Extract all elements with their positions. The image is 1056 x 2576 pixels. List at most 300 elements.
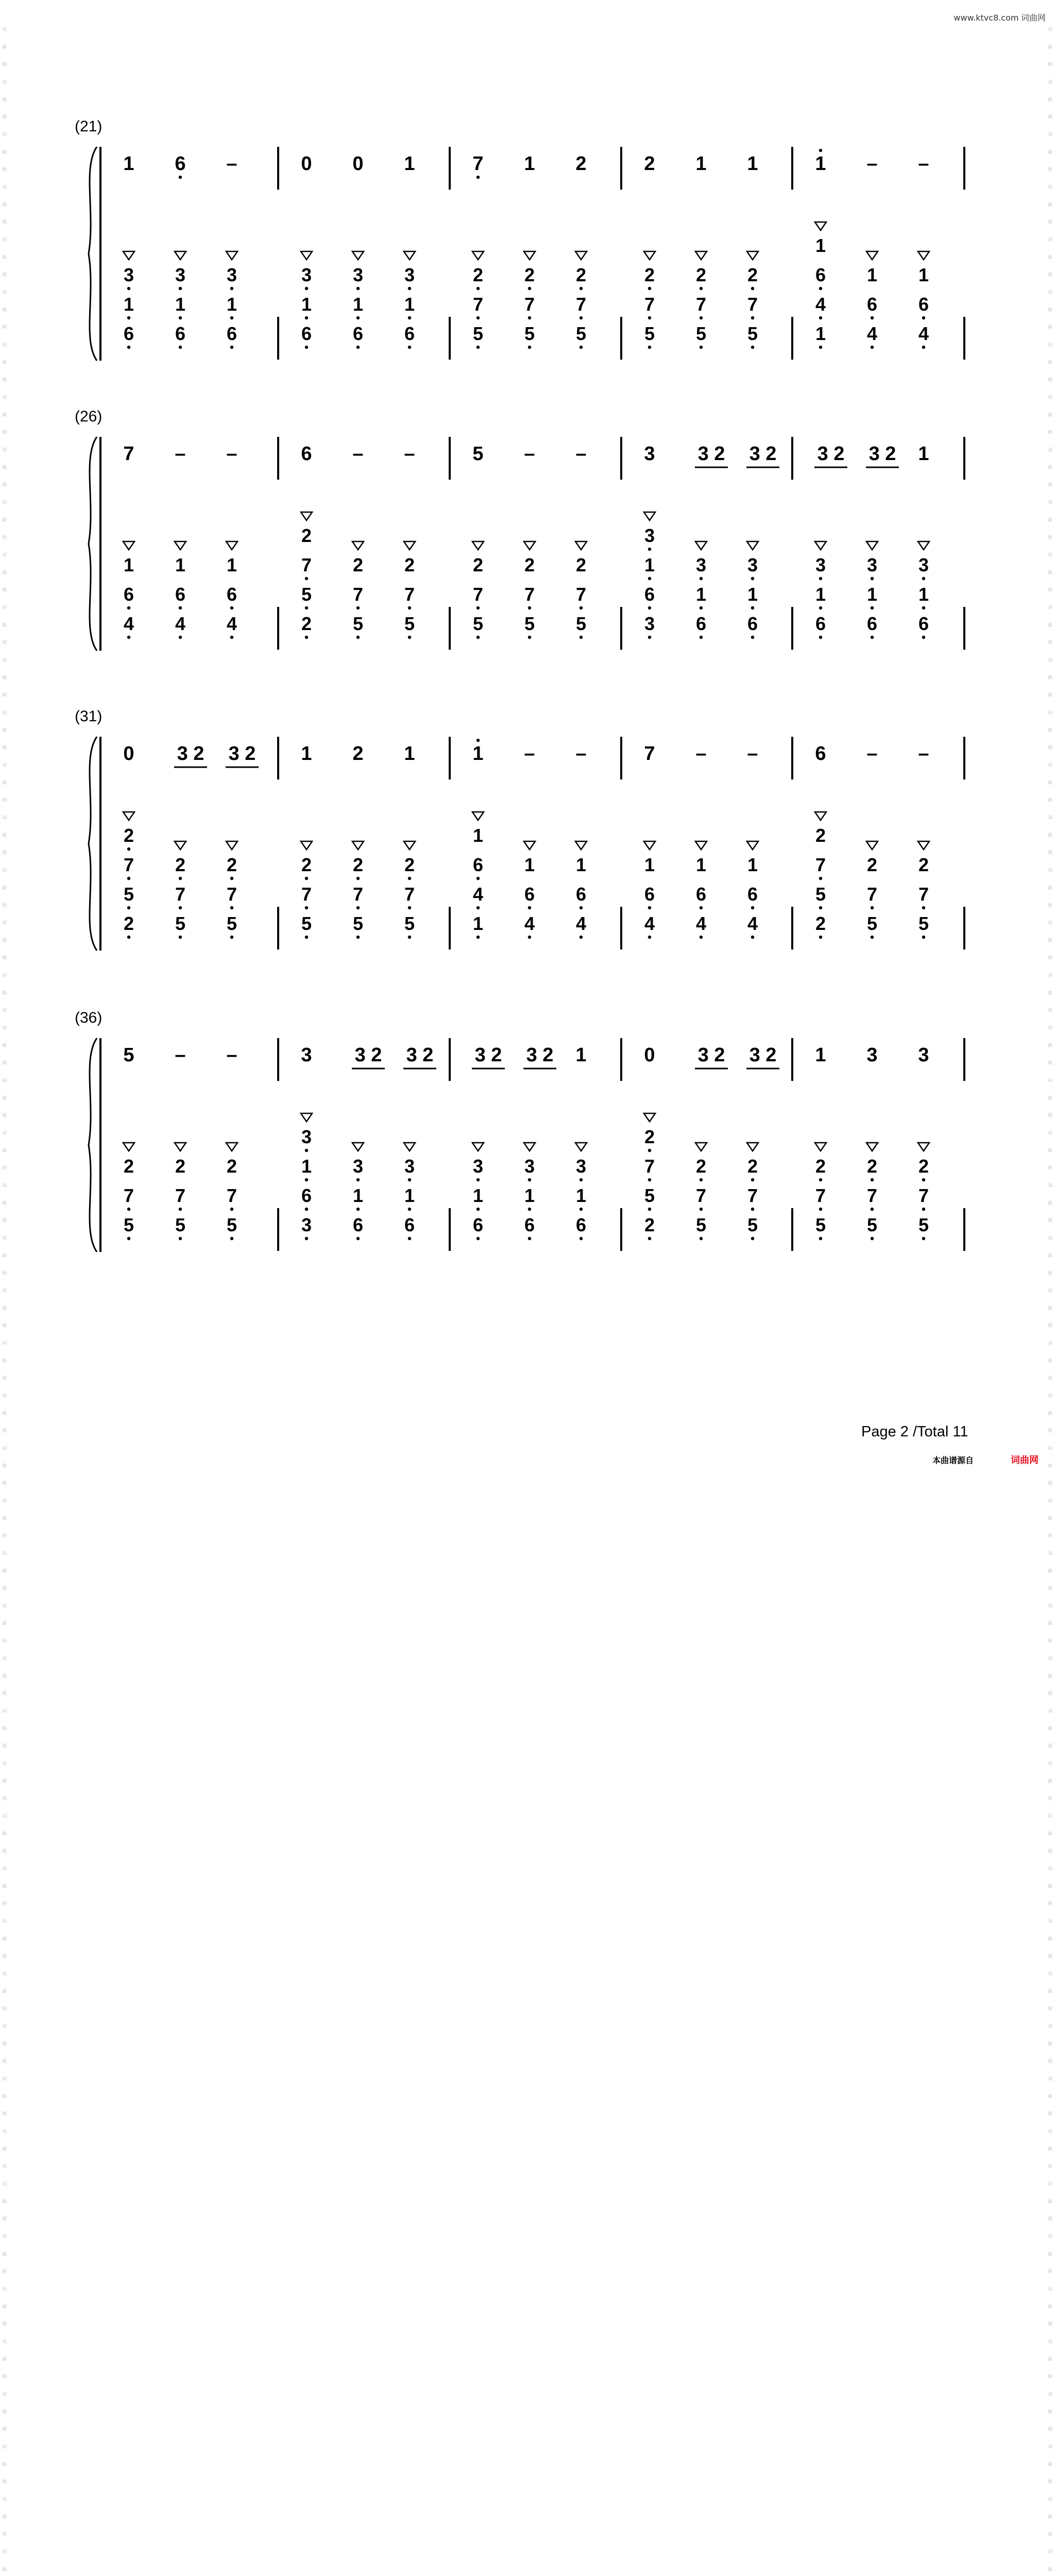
system-36: [75, 1009, 964, 1252]
melody-note: 3 2: [868, 443, 896, 465]
octave-dot-low: [922, 1208, 925, 1211]
octave-dot-low: [179, 287, 182, 290]
chord-note: 4: [918, 323, 929, 344]
chord-note: 7: [524, 584, 535, 605]
chord-note: 5: [524, 323, 535, 344]
chord-note: 7: [472, 294, 484, 315]
melody-note: 6: [175, 153, 186, 175]
octave-dot-low: [356, 1178, 360, 1181]
octave-dot-low: [230, 316, 233, 319]
octave-dot-low: [871, 606, 874, 609]
octave-dot-low: [356, 346, 360, 349]
melody-note: 1: [123, 153, 134, 175]
accent-triangle-icon: [747, 841, 758, 850]
octave-dot-low: [476, 936, 480, 939]
chord-note: 3: [301, 264, 312, 285]
octave-dot-low: [648, 287, 651, 290]
melody-note: 1: [918, 443, 929, 465]
octave-dot-high: [476, 739, 480, 742]
chord-note: 5: [918, 913, 929, 934]
accent-triangle-icon: [175, 1143, 186, 1151]
chord-note: 1: [575, 854, 587, 875]
chord-note: 5: [524, 613, 535, 634]
accent-triangle-icon: [644, 251, 655, 260]
chord-note: 1: [404, 294, 415, 315]
chord-note: 5: [575, 613, 587, 634]
octave-dot-low: [528, 287, 531, 290]
system-26: [75, 408, 964, 651]
octave-dot-low: [179, 877, 182, 880]
octave-dot-low: [648, 577, 651, 580]
octave-dot-low: [700, 577, 703, 580]
chord-note: 1: [123, 554, 134, 575]
chord-note: 6: [472, 1214, 484, 1235]
chord-note: 3: [747, 554, 758, 575]
octave-dot-low: [230, 877, 233, 880]
melody-dash: –: [524, 743, 535, 765]
chord-note: 2: [524, 264, 535, 285]
octave-dot-low: [179, 636, 182, 639]
octave-dot-low: [408, 1178, 411, 1181]
chord-note: 5: [352, 613, 364, 634]
chord-note: 6: [404, 1214, 415, 1235]
octave-dot-low: [408, 606, 411, 609]
octave-dot-low: [179, 1237, 182, 1240]
octave-dot-low: [356, 877, 360, 880]
chord-note: 5: [472, 323, 484, 344]
chord-note: 3: [352, 1156, 364, 1177]
accent-triangle-icon: [175, 841, 186, 850]
octave-dot-low: [700, 906, 703, 909]
melody-dash: –: [918, 153, 929, 175]
melody-note: 3: [866, 1044, 878, 1066]
octave-dot-low: [819, 1178, 822, 1181]
chord-note: 7: [352, 884, 364, 905]
accent-triangle-icon: [352, 541, 364, 550]
chord-note: 3: [226, 264, 237, 285]
octave-dot-low: [922, 906, 925, 909]
accent-triangle-icon: [747, 1143, 758, 1151]
left-edge-watermark: 词曲网词曲网词曲网词曲网词曲网词曲网词曲网词曲网词曲网词曲网词曲网词曲网词曲网词曲网词曲网词曲网词曲网词曲网词曲网词曲网词曲网词曲网词曲网词曲网词曲网词曲网词曲网词曲网词曲网词曲网词曲网词曲网词曲网词曲网词曲网词曲网词曲网词曲网词曲网词曲网词曲网词曲网词曲网词曲网词曲网词曲网词曲网词曲网词曲: [2, 27, 7, 2572]
chord-note: 4: [123, 613, 134, 634]
chord-note: 2: [123, 825, 134, 846]
chord-note: 7: [918, 884, 929, 905]
octave-dot-low: [871, 1237, 874, 1240]
accent-triangle-icon: [815, 1143, 826, 1151]
chord-note: 6: [815, 264, 826, 285]
chord-note: 7: [226, 884, 237, 905]
accent-triangle-icon: [123, 812, 134, 820]
octave-dot-low: [922, 1178, 925, 1181]
chord-note: 1: [918, 584, 929, 605]
accent-triangle-icon: [226, 251, 237, 260]
octave-dot-low: [356, 906, 360, 909]
chord-note: 3: [644, 613, 655, 634]
octave-dot-low: [922, 1237, 925, 1240]
octave-dot-low: [819, 577, 822, 580]
accent-triangle-icon: [524, 841, 535, 850]
melody-note: 1: [695, 153, 707, 175]
octave-dot-low: [528, 936, 531, 939]
chord-note: 6: [644, 584, 655, 605]
octave-dot-low: [871, 346, 874, 349]
chord-note: 1: [123, 294, 134, 315]
octave-dot-low: [127, 287, 130, 290]
octave-dot-low: [819, 936, 822, 939]
system-brace: [89, 737, 97, 951]
octave-dot-low: [700, 1178, 703, 1181]
chord-note: 2: [918, 854, 929, 875]
chord-note: 7: [695, 294, 707, 315]
octave-dot-low: [476, 606, 480, 609]
chord-note: 1: [644, 854, 655, 875]
octave-dot-low: [305, 287, 308, 290]
chord-note: 7: [472, 584, 484, 605]
chord-note: 2: [575, 264, 587, 285]
octave-dot-low: [580, 316, 583, 319]
octave-dot-low: [230, 936, 233, 939]
chord-note: 7: [866, 884, 878, 905]
melody-dash: –: [352, 443, 364, 465]
chord-note: 5: [644, 323, 655, 344]
chord-note: 1: [301, 1156, 312, 1177]
octave-dot-low: [580, 287, 583, 290]
page-indicator: Page 2 /Total 11: [861, 1423, 968, 1440]
chord-note: 5: [472, 613, 484, 634]
chord-note: 6: [918, 613, 929, 634]
octave-dot-low: [408, 287, 411, 290]
melody-dash: –: [226, 1044, 237, 1066]
chord-note: 2: [352, 854, 364, 875]
octave-dot-low: [305, 1149, 308, 1152]
octave-dot-low: [700, 287, 703, 290]
chord-note: 1: [524, 854, 535, 875]
chord-note: 6: [226, 584, 237, 605]
site-brand: 词曲网: [1020, 13, 1046, 23]
accent-triangle-icon: [695, 251, 707, 260]
octave-dot-low: [230, 906, 233, 909]
octave-dot-low: [819, 906, 822, 909]
octave-dot-low: [871, 1208, 874, 1211]
octave-dot-low: [648, 1237, 651, 1240]
chord-note: 7: [575, 584, 587, 605]
octave-dot-low: [179, 606, 182, 609]
chord-note: 7: [747, 294, 758, 315]
octave-dot-low: [700, 936, 703, 939]
accent-triangle-icon: [815, 222, 826, 230]
chord-note: 1: [815, 323, 826, 344]
accent-triangle-icon: [695, 541, 707, 550]
octave-dot-low: [179, 1208, 182, 1211]
melody-note: 1: [404, 743, 415, 765]
chord-note: 3: [866, 554, 878, 575]
octave-dot-low: [700, 316, 703, 319]
accent-triangle-icon: [301, 1113, 312, 1122]
melody-note: 1: [472, 743, 484, 765]
chord-note: 2: [575, 554, 587, 575]
octave-dot-low: [819, 1208, 822, 1211]
octave-dot-low: [476, 877, 480, 880]
accent-triangle-icon: [747, 251, 758, 260]
melody-note: 3 2: [526, 1044, 554, 1066]
chord-note: 5: [123, 1214, 134, 1235]
chord-note: 2: [695, 264, 707, 285]
chord-note: 6: [575, 884, 587, 905]
chord-note: 2: [226, 1156, 237, 1177]
accent-triangle-icon: [866, 1143, 878, 1151]
octave-dot-low: [127, 606, 130, 609]
melody-note: 3 2: [228, 743, 256, 765]
melody-note: 0: [352, 153, 364, 175]
octave-dot-low: [528, 636, 531, 639]
chord-note: 3: [123, 264, 134, 285]
melody-dash: –: [866, 743, 878, 765]
chord-note: 2: [301, 854, 312, 875]
chord-note: 1: [644, 554, 655, 575]
chord-note: 5: [918, 1214, 929, 1235]
octave-dot-low: [476, 1237, 480, 1240]
chord-note: 5: [175, 1214, 186, 1235]
accent-triangle-icon: [815, 812, 826, 820]
accent-triangle-icon: [226, 841, 237, 850]
octave-dot-low: [922, 636, 925, 639]
melody-dash: –: [575, 443, 587, 465]
chord-note: 7: [644, 294, 655, 315]
accent-triangle-icon: [301, 512, 312, 520]
chord-note: 2: [866, 854, 878, 875]
octave-dot-low: [305, 316, 308, 319]
chord-note: 5: [866, 913, 878, 934]
chord-note: 7: [918, 1185, 929, 1206]
melody-note: 0: [644, 1044, 655, 1066]
chord-note: 6: [866, 294, 878, 315]
octave-dot-low: [751, 346, 754, 349]
chord-note: 3: [918, 554, 929, 575]
chord-note: 1: [352, 294, 364, 315]
accent-triangle-icon: [175, 251, 186, 260]
system-31: [75, 708, 964, 951]
chord-note: 5: [226, 1214, 237, 1235]
octave-dot-low: [580, 906, 583, 909]
chord-note: 1: [472, 825, 484, 846]
octave-dot-low: [476, 906, 480, 909]
measure-number: (26): [75, 408, 103, 425]
melody-dash: –: [524, 443, 535, 465]
chord-note: 2: [644, 264, 655, 285]
octave-dot-low: [751, 577, 754, 580]
melody-dash: –: [866, 153, 878, 175]
octave-dot-low: [819, 636, 822, 639]
melody-dash: –: [226, 153, 237, 175]
accent-triangle-icon: [575, 841, 587, 850]
octave-dot-low: [648, 346, 651, 349]
melody-dash: –: [226, 443, 237, 465]
octave-dot-low: [580, 936, 583, 939]
octave-dot-low: [408, 936, 411, 939]
octave-dot-low: [648, 1149, 651, 1152]
chord-note: 1: [175, 554, 186, 575]
octave-dot-low: [408, 906, 411, 909]
accent-triangle-icon: [226, 1143, 237, 1151]
octave-dot-low: [127, 906, 130, 909]
octave-dot-low: [305, 1237, 308, 1240]
chord-note: 6: [301, 1185, 312, 1206]
chord-note: 3: [472, 1156, 484, 1177]
accent-triangle-icon: [524, 541, 535, 550]
chord-note: 7: [301, 884, 312, 905]
melody-note: 3 2: [697, 443, 725, 465]
octave-dot-low: [700, 346, 703, 349]
melody-note: 3 2: [354, 1044, 382, 1066]
melody-note: 3 2: [474, 1044, 502, 1066]
system-brace: [89, 147, 97, 361]
octave-dot-low: [305, 577, 308, 580]
chord-note: 2: [226, 854, 237, 875]
chord-note: 5: [123, 884, 134, 905]
chord-note: 5: [301, 913, 312, 934]
chord-note: 5: [866, 1214, 878, 1235]
octave-dot-low: [179, 316, 182, 319]
accent-triangle-icon: [472, 251, 484, 260]
chord-note: 1: [524, 1185, 535, 1206]
melody-dash: –: [747, 743, 758, 765]
chord-note: 6: [404, 323, 415, 344]
melody-note: 3: [918, 1044, 929, 1066]
octave-dot-low: [305, 877, 308, 880]
octave-dot-low: [648, 1208, 651, 1211]
accent-triangle-icon: [404, 841, 415, 850]
octave-dot-low: [528, 1178, 531, 1181]
chord-note: 2: [404, 854, 415, 875]
melody-note: 7: [644, 743, 655, 765]
melody-note: 1: [524, 153, 535, 175]
octave-dot-low: [356, 636, 360, 639]
melody-note: 3: [644, 443, 655, 465]
melody-note: 2: [352, 743, 364, 765]
chord-note: 5: [747, 1214, 758, 1235]
octave-dot-low: [528, 316, 531, 319]
accent-triangle-icon: [918, 541, 929, 550]
chord-note: 6: [866, 613, 878, 634]
octave-dot-low: [648, 548, 651, 551]
accent-triangle-icon: [352, 1143, 364, 1151]
melody-note: 2: [644, 153, 655, 175]
chord-note: 2: [123, 913, 134, 934]
octave-dot-low: [648, 906, 651, 909]
chord-note: 6: [123, 323, 134, 344]
accent-triangle-icon: [301, 251, 312, 260]
melody-note: 3 2: [406, 1044, 434, 1066]
octave-dot-low: [305, 606, 308, 609]
melody-note: 3 2: [749, 1044, 777, 1066]
chord-note: 3: [404, 264, 415, 285]
chord-note: 5: [226, 913, 237, 934]
chord-note: 7: [866, 1185, 878, 1206]
chord-note: 5: [352, 913, 364, 934]
chord-note: 1: [695, 854, 707, 875]
accent-triangle-icon: [226, 541, 237, 550]
octave-dot-low: [476, 1178, 480, 1181]
octave-dot-low: [819, 606, 822, 609]
chord-note: 7: [226, 1185, 237, 1206]
accent-triangle-icon: [644, 1113, 655, 1122]
octave-dot-low: [871, 1178, 874, 1181]
melody-note: 6: [301, 443, 312, 465]
octave-dot-low: [871, 636, 874, 639]
melody-note: 3 2: [749, 443, 777, 465]
octave-dot-low: [580, 1208, 583, 1211]
octave-dot-low: [230, 1208, 233, 1211]
accent-triangle-icon: [123, 251, 134, 260]
octave-dot-low: [871, 577, 874, 580]
chord-note: 2: [472, 554, 484, 575]
accent-triangle-icon: [472, 541, 484, 550]
chord-note: 4: [226, 613, 237, 634]
octave-dot-low: [305, 906, 308, 909]
chord-note: 2: [815, 1156, 826, 1177]
octave-dot-low: [127, 848, 130, 851]
chord-note: 7: [352, 584, 364, 605]
chord-note: 4: [695, 913, 707, 934]
octave-dot-low: [476, 1208, 480, 1211]
melody-note: 0: [123, 743, 134, 765]
octave-dot-low: [528, 606, 531, 609]
chord-note: 3: [695, 554, 707, 575]
octave-dot-low: [922, 577, 925, 580]
chord-note: 7: [123, 1185, 134, 1206]
accent-triangle-icon: [918, 251, 929, 260]
accent-triangle-icon: [644, 841, 655, 850]
octave-dot-low: [230, 1237, 233, 1240]
chord-note: 1: [352, 1185, 364, 1206]
chord-note: 7: [175, 1185, 186, 1206]
chord-note: 2: [301, 613, 312, 634]
accent-triangle-icon: [815, 541, 826, 550]
chord-note: 2: [404, 554, 415, 575]
accent-triangle-icon: [404, 541, 415, 550]
chord-note: 2: [175, 854, 186, 875]
octave-dot-low: [819, 346, 822, 349]
octave-dot-low: [751, 316, 754, 319]
accent-triangle-icon: [472, 1143, 484, 1151]
accent-triangle-icon: [123, 1143, 134, 1151]
octave-dot-low: [230, 636, 233, 639]
chord-note: 1: [175, 294, 186, 315]
chord-note: 2: [175, 1156, 186, 1177]
accent-triangle-icon: [695, 841, 707, 850]
chord-note: 3: [352, 264, 364, 285]
melody-note: 1: [815, 1044, 826, 1066]
octave-dot-low: [922, 346, 925, 349]
chord-note: 3: [575, 1156, 587, 1177]
octave-dot-low: [305, 346, 308, 349]
chord-note: 1: [918, 264, 929, 285]
accent-triangle-icon: [918, 841, 929, 850]
chord-note: 6: [226, 323, 237, 344]
octave-dot-low: [528, 1208, 531, 1211]
melody-note: 3 2: [817, 443, 845, 465]
octave-dot-low: [179, 176, 182, 179]
accent-triangle-icon: [524, 1143, 535, 1151]
chord-note: 2: [352, 554, 364, 575]
chord-note: 7: [301, 554, 312, 575]
system-brace: [89, 1038, 97, 1252]
octave-dot-low: [751, 936, 754, 939]
octave-dot-low: [476, 176, 480, 179]
octave-dot-low: [356, 606, 360, 609]
chord-note: 5: [175, 913, 186, 934]
octave-dot-low: [127, 1208, 130, 1211]
